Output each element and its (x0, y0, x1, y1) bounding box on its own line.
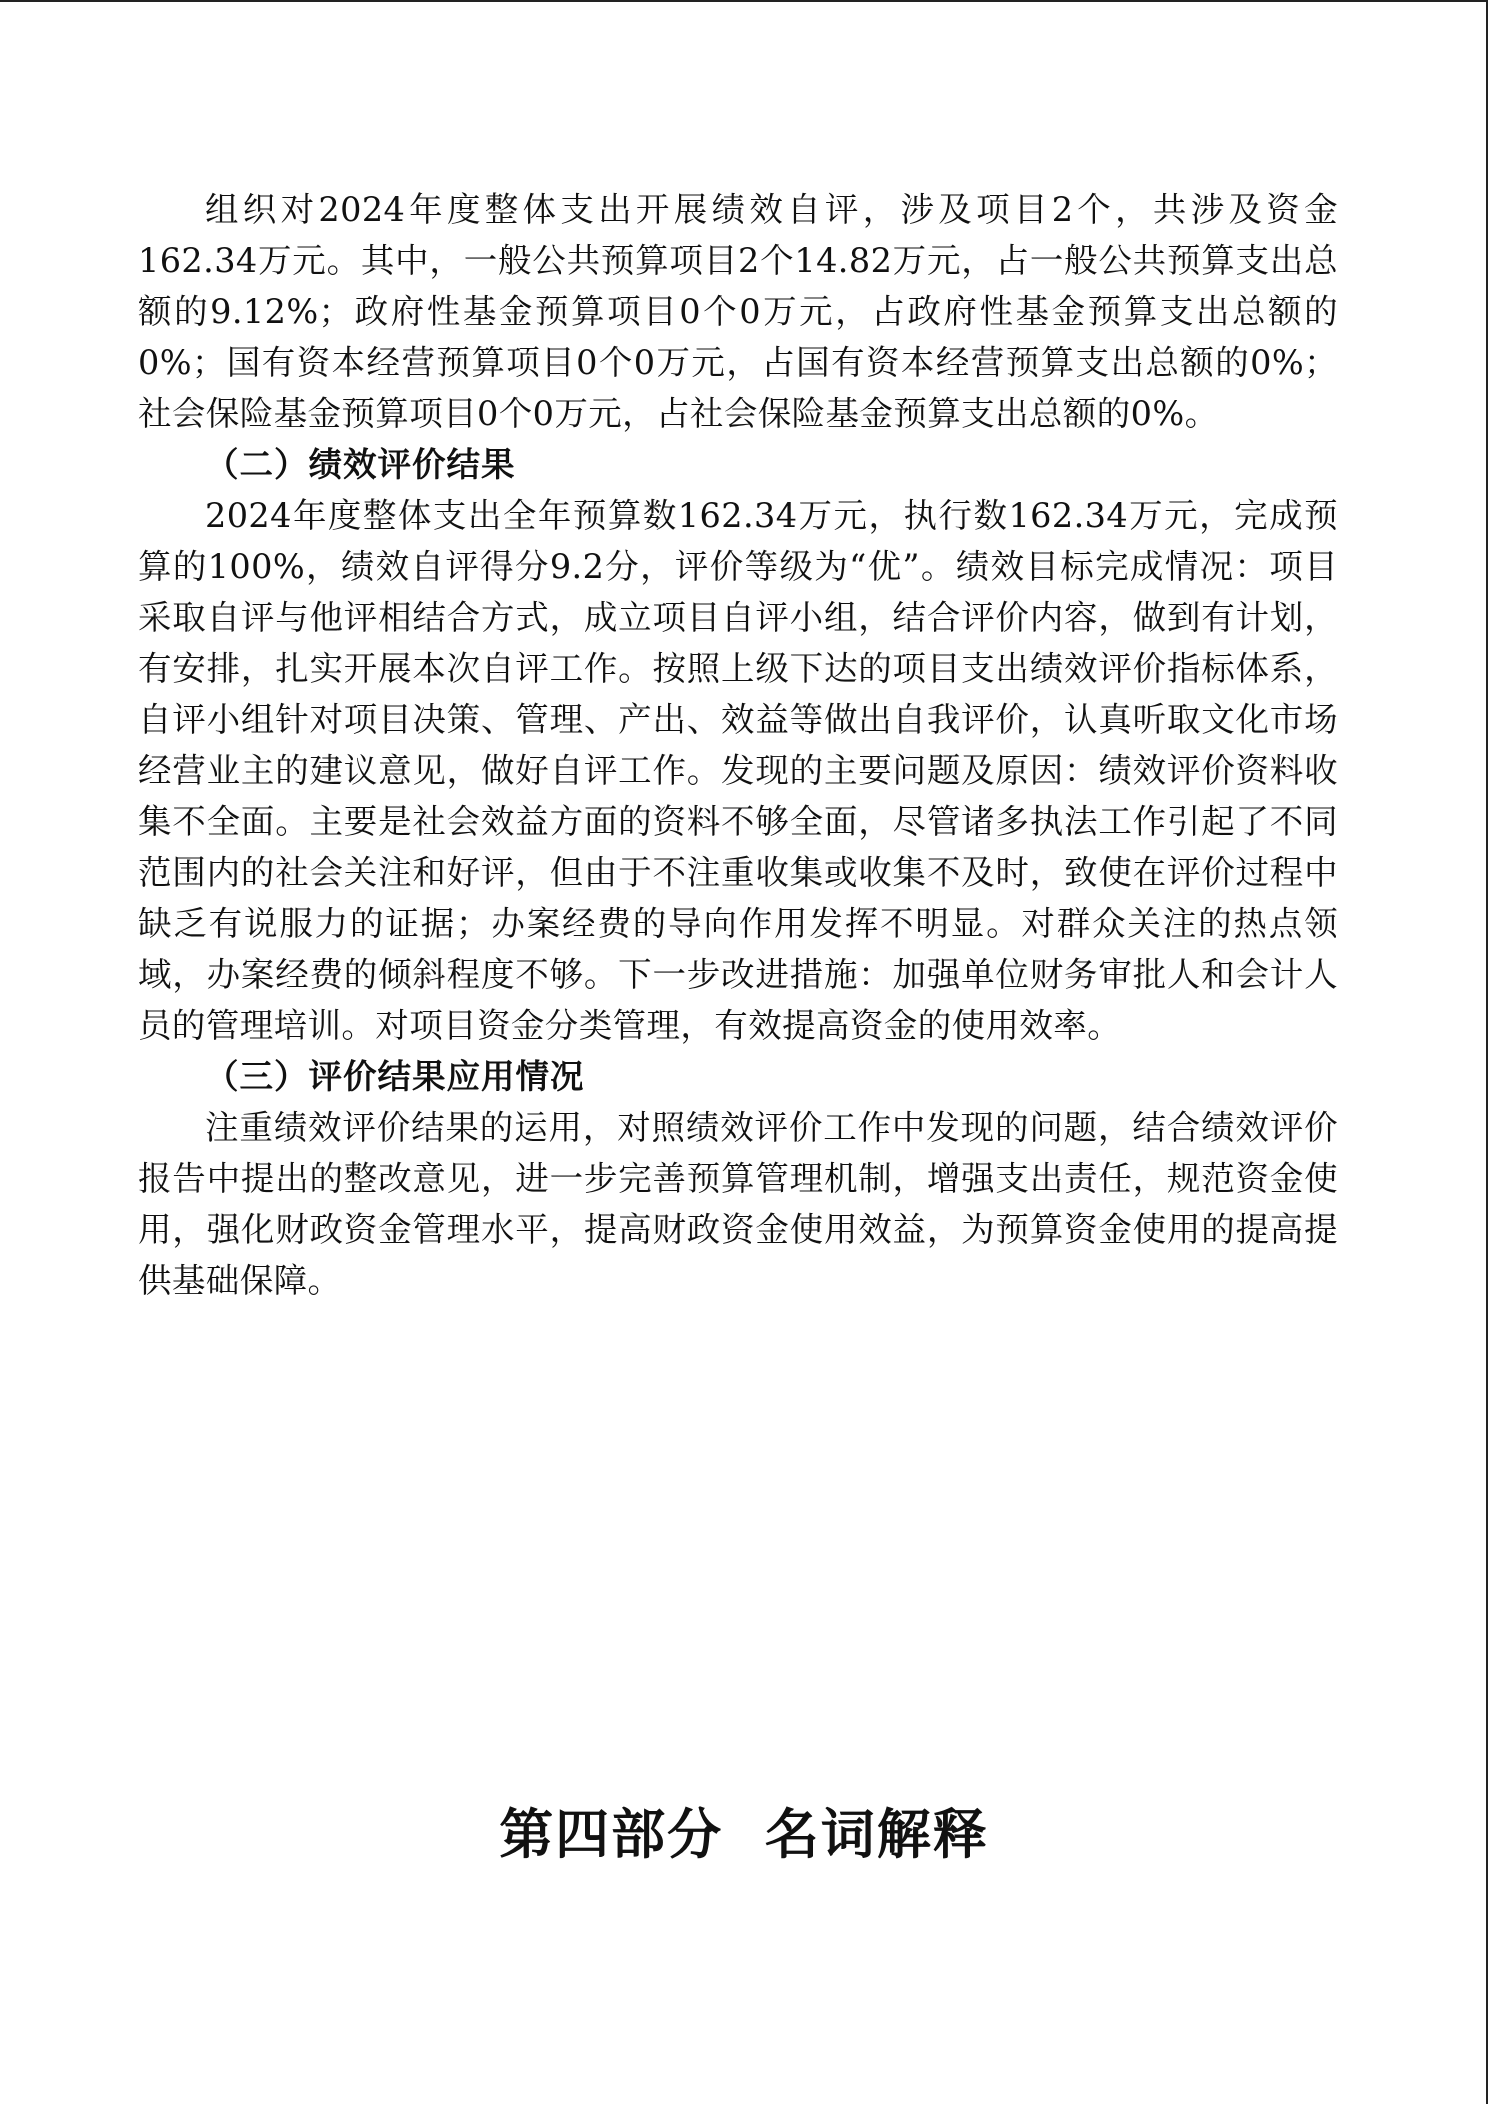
section-heading-evaluation-results: （二）绩效评价结果 (205, 445, 516, 484)
paragraph-self-evaluation-scope: 组织对2024年度整体支出开展绩效自评，涉及项目2个，共涉及资金162.34万元。其中，一般公共预算项目2个14.82万元，占一般公共预算支出总额的9.12%；政府性基金预算项目0个0万元，占政府性基金预算支出总额的0%；国有资本经营预算项目0个0万元，占国有资本经营预算支出总额的0%；社会保险基金预算项目0个0万元，占社会保险基金预算支出总额的0%。 (138, 190, 1338, 433)
part-title: 第四部分 名词解释 (499, 1803, 989, 1866)
document-body (138, 184, 1338, 1306)
paragraph-evaluation-results: 2024年度整体支出全年预算数162.34万元，执行数162.34万元，完成预算的100%，绩效自评得分9.2分，评价等级为“优”。绩效目标完成情况：项目采取自评与他评相结合方式，成立项目自评小组，结合评价内容，做到有计划，有安排，扎实开展本次自评工作。按照上级下达的项目支出绩效评价指标体系，自评小组针对项目决策、管理、产出、效益等做出自我评价，认真听取文化市场经营业主的建议意见，做好自评工作。发现的主要问题及原因：绩效评价资料收集不全面。主要是社会效益方面的资料不够全面，尽管诸多执法工作引起了不同范围内的社会关注和好评，但由于不注重收集或收集不及时，致使在评价过程中缺乏有说服力的证据；办案经费的导向作用发挥不明显。对群众关注的热点领域，办案经费的倾斜程度不够。下一步改进措施：加强单位财务审批人和会计人员的管理培训。对项目资金分类管理，有效提高资金的使用效率。 (138, 496, 1338, 1045)
section-heading-results-application: （三）评价结果应用情况 (205, 1057, 585, 1096)
paragraph-results-application: 注重绩效评价结果的运用，对照绩效评价工作中发现的问题，结合绩效评价报告中提出的整改意见，进一步完善预算管理机制，增强支出责任，规范资金使用，强化财政资金管理水平，提高财政资金使用效益，为预算资金使用的提高提供基础保障。 (138, 1108, 1338, 1300)
